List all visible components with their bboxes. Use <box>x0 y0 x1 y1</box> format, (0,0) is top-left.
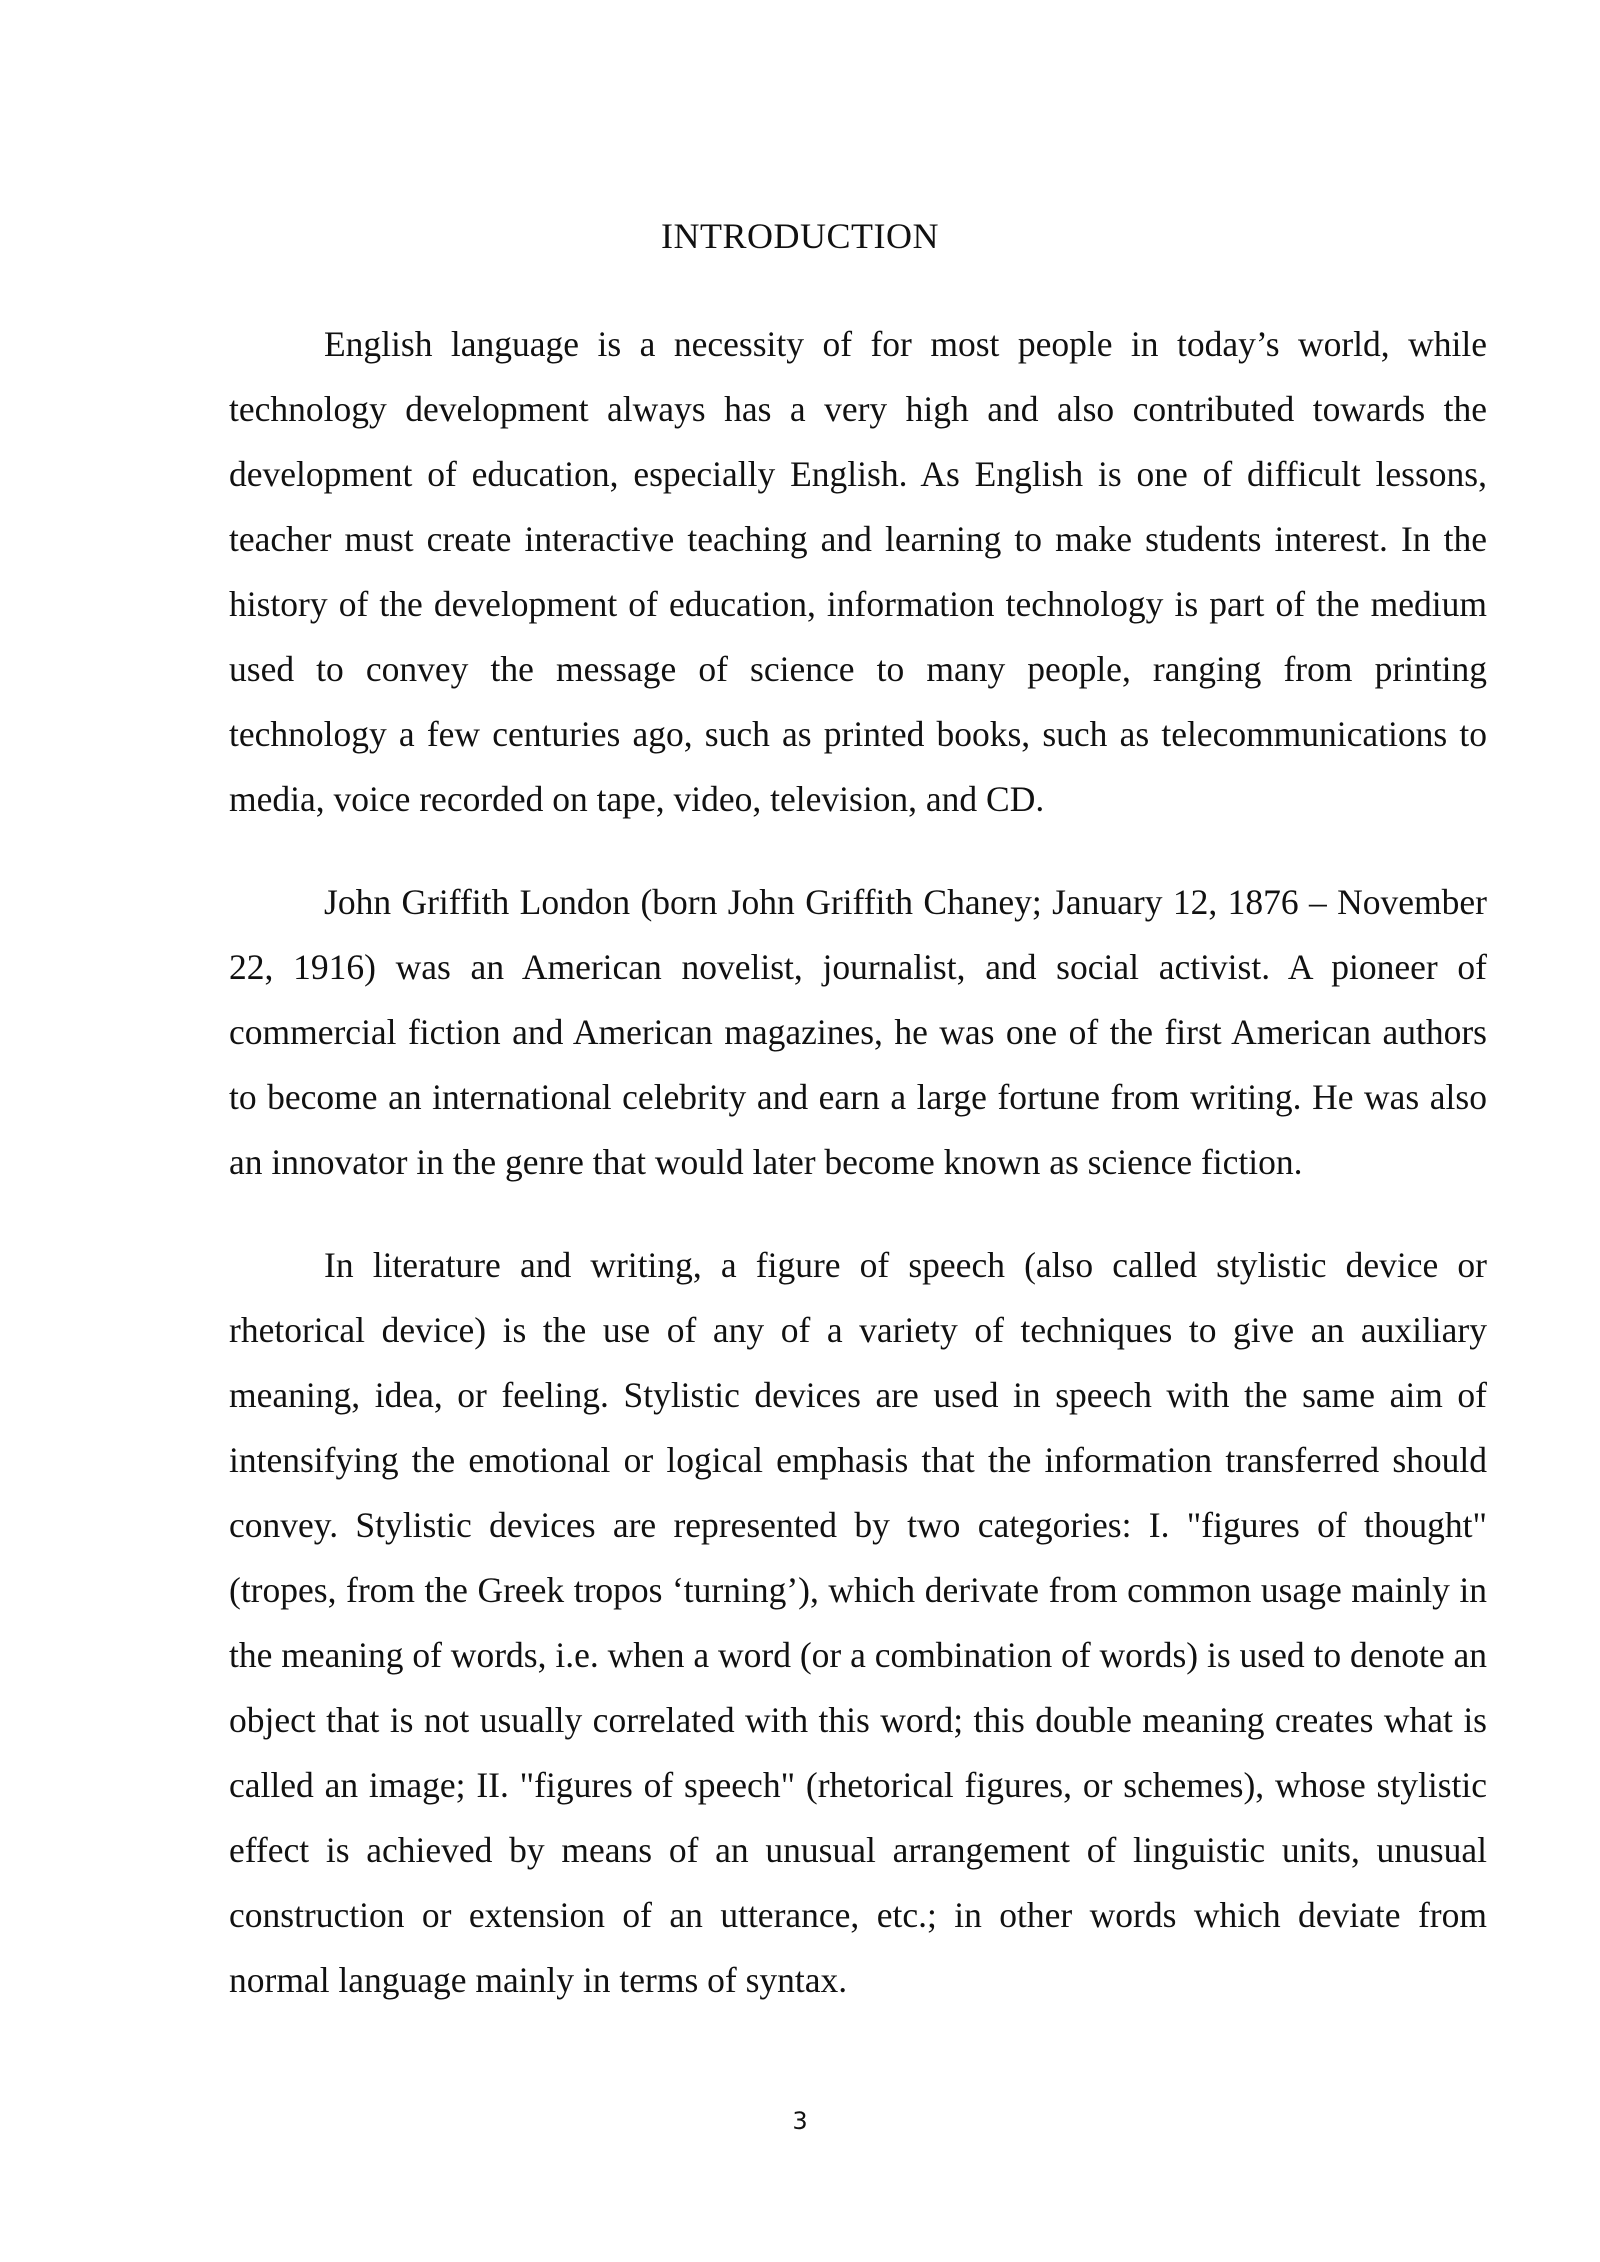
page-title: INTRODUCTION <box>661 216 939 256</box>
paragraph-figure-of-speech: In literature and writing, a figure of speech (also called stylistic device or rhetorical device) is the use of any of a variety of techniques to give an auxiliary meaning, idea, or feeling. Stylistic devices are used in speech with the same aim of intensifying the emotional or logical emphasis that the information transferred should convey. Stylistic devices are represented by two categories: I. "figures of thought" (tropes, from the Greek tropos ‘turning’), which derivate from common usage mainly in the meaning of words, i.e. when a word (or a combination of words) is used to denote an object that is not usually correlated with this word; this double meaning creates what is called an image; II. "figures of speech" (rhetorical figures, or schemes), whose stylistic effect is achieved by means of an unusual arrangement of linguistic units, unusual construction or extension of an utterance, etc.; in other words which deviate from normal language mainly in terms of syntax. <box>229 1245 1487 2000</box>
paragraph-english-language: English language is a necessity of for most people in today’s world, while technology development always has a very high and also contributed towards the development of education, especially English. As English is one of difficult lessons, teacher must create interactive teaching and learning to make students interest. In the history of the development of education, information technology is part of the medium used to convey the message of science to many people, ranging from printing technology a few centuries ago, such as printed books, such as telecommunications to media, voice recorded on tape, video, television, and CD. <box>229 324 1487 819</box>
body-text <box>229 312 1487 2013</box>
paragraph-jack-london: John Griffith London (born John Griffith Chaney; January 12, 1876 – November 22, 1916) was an American novelist, journalist, and social activist. A pioneer of commercial fiction and American magazines, he was one of the first American authors to become an international celebrity and earn a large fortune from writing. He was also an innovator in the genre that would later become known as science fiction. <box>229 882 1487 1182</box>
page-number: 3 <box>792 2107 808 2135</box>
